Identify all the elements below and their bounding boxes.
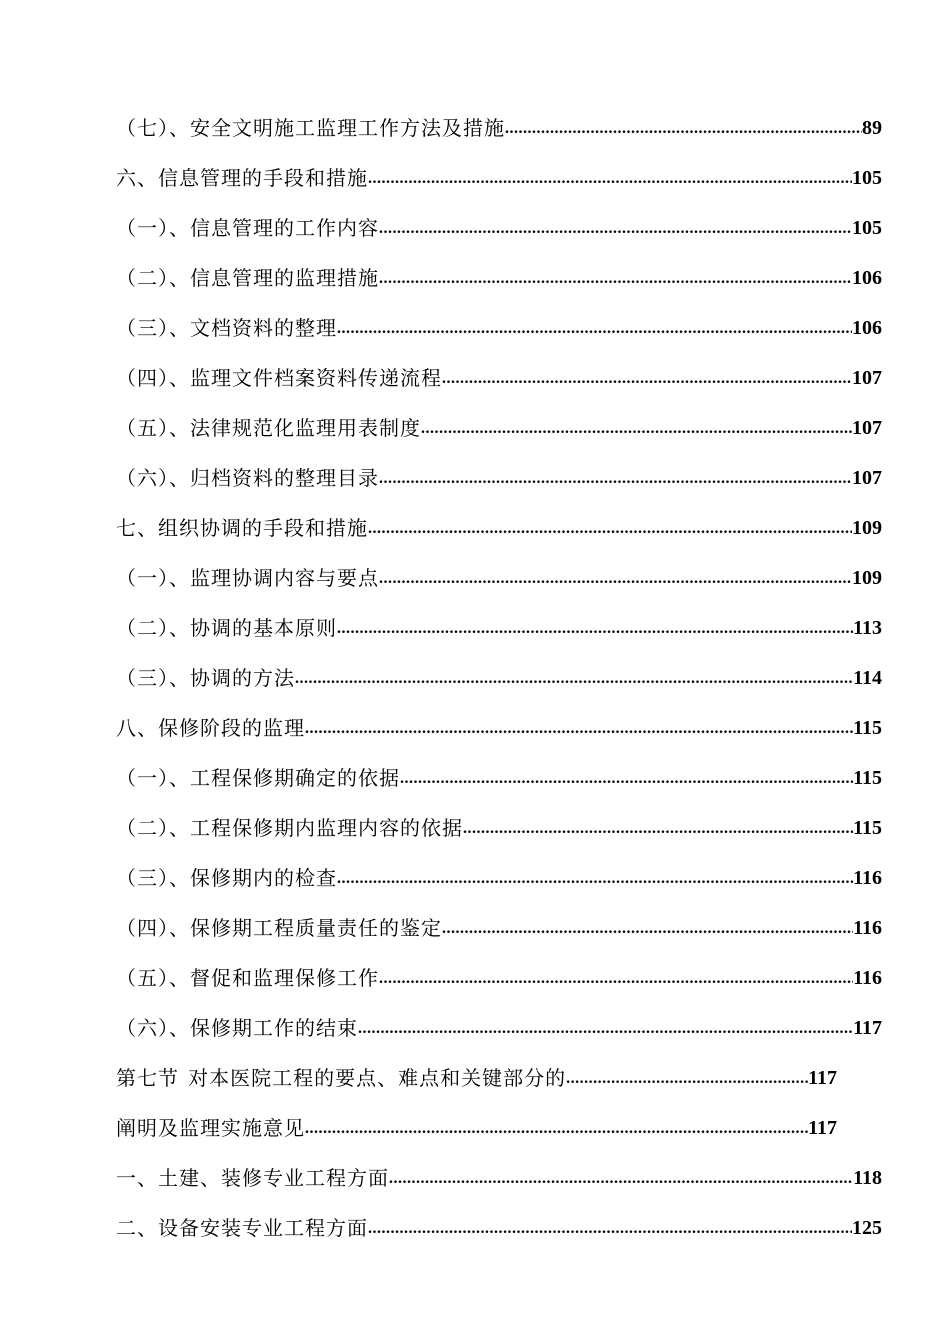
toc-entry[interactable] [116,710,882,740]
toc-entry-label: （六）、保修期工作的结束 [116,1016,358,1040]
dot-leader [305,1119,808,1140]
dot-leader [400,769,853,790]
toc-entry[interactable] [116,160,882,190]
dot-leader [505,119,862,140]
toc-entry-label: 八、保修阶段的监理 [116,716,305,740]
toc-entry-section-number: 第七节 [116,1066,179,1090]
toc-entry-label: （四）、监理文件档案资料传递流程 [116,366,442,390]
toc-entry-page-number: 89 [862,117,882,139]
toc-entry[interactable] [116,1110,837,1140]
dot-leader [368,1219,852,1240]
toc-entry[interactable] [116,910,882,940]
toc-entry-label: （三）、保修期内的检查 [116,866,337,890]
dot-leader [358,1019,853,1040]
toc-entry-section[interactable] [116,1060,837,1090]
dot-leader [379,469,852,490]
toc-entry-page-number: 115 [853,717,882,739]
dot-leader [305,719,853,740]
toc-entry-label: （三）、文档资料的整理 [116,316,337,340]
toc-entry-page-number: 106 [852,267,882,289]
toc-entry[interactable] [116,1160,882,1190]
toc-entry[interactable] [116,360,882,390]
toc-entry-label: （二）、工程保修期内监理内容的依据 [116,816,463,840]
dot-leader [463,819,853,840]
toc-entry-page-number: 107 [852,467,882,489]
toc-entry[interactable] [116,810,882,840]
toc-entry-label: （一）、信息管理的工作内容 [116,216,379,240]
toc-entry[interactable] [116,210,882,240]
toc-entry-label: （一）、监理协调内容与要点 [116,566,379,590]
toc-entry[interactable] [116,760,882,790]
toc-entry[interactable] [116,110,882,140]
toc-entry[interactable] [116,660,882,690]
dot-leader [379,219,852,240]
toc-entry[interactable] [116,1210,882,1240]
toc-entry-page-number: 117 [808,1117,837,1139]
toc-entry-label: 六、信息管理的手段和措施 [116,166,368,190]
toc-entry-page-number: 125 [852,1217,882,1239]
toc-entry-label: （六）、归档资料的整理目录 [116,466,379,490]
toc-entry[interactable] [116,610,882,640]
dot-leader [389,1169,853,1190]
toc-entry-label: 七、组织协调的手段和措施 [116,516,368,540]
dot-leader [368,519,852,540]
dot-leader [442,369,852,390]
toc-entry-page-number: 115 [853,767,882,789]
toc-entry-label: （一）、工程保修期确定的依据 [116,766,400,790]
toc-entry-label: （二）、协调的基本原则 [116,616,337,640]
toc-entry-label: （七）、安全文明施工监理工作方法及措施 [116,116,505,140]
toc-entry-page-number: 114 [853,667,882,689]
toc-entry-page-number: 118 [853,1167,882,1189]
dot-leader [379,569,852,590]
toc-entry-page-number: 116 [853,917,882,939]
dot-leader [566,1069,808,1090]
dot-leader [337,869,853,890]
toc-entry-page-number: 107 [852,367,882,389]
toc-entry-page-number: 105 [852,217,882,239]
toc-entry-label: 二、设备安装专业工程方面 [116,1216,368,1240]
toc-entry-label: （四）、保修期工程质量责任的鉴定 [116,916,442,940]
toc-entry-label: 阐明及监理实施意见 [116,1116,305,1140]
toc-entry-label: 对本医院工程的要点、难点和关键部分的 [188,1066,567,1090]
toc-entry[interactable] [116,260,882,290]
dot-leader [337,619,853,640]
toc-entry-page-number: 117 [808,1067,837,1089]
toc-entry[interactable] [116,310,882,340]
toc-entry-label: （二）、信息管理的监理措施 [116,266,379,290]
toc-entry-page-number: 116 [853,967,882,989]
toc-entry-label: （五）、法律规范化监理用表制度 [116,416,421,440]
dot-leader [337,319,852,340]
toc-entry-page-number: 116 [853,867,882,889]
dot-leader [421,419,852,440]
toc-entry[interactable] [116,860,882,890]
toc-entry-page-number: 107 [852,417,882,439]
toc-entry-page-number: 109 [852,517,882,539]
toc-entry-page-number: 105 [852,167,882,189]
toc-entry[interactable] [116,560,882,590]
toc-entry[interactable] [116,1010,882,1040]
toc-entry-label: （五）、督促和监理保修工作 [116,966,379,990]
dot-leader [442,919,853,940]
toc-entry-page-number: 113 [853,617,882,639]
dot-leader [368,169,852,190]
toc-entry[interactable] [116,510,882,540]
toc-entry-page-number: 106 [852,317,882,339]
toc-entry-page-number: 117 [853,1017,882,1039]
dot-leader [379,269,852,290]
toc-entry[interactable] [116,960,882,990]
dot-leader [295,669,853,690]
toc-entry-page-number: 109 [852,567,882,589]
dot-leader [379,969,853,990]
toc-entry[interactable] [116,410,882,440]
toc-entry-label: （三）、协调的方法 [116,666,295,690]
toc-entry[interactable] [116,460,882,490]
toc-entry-page-number: 115 [853,817,882,839]
toc-entry-label: 一、土建、装修专业工程方面 [116,1166,389,1190]
